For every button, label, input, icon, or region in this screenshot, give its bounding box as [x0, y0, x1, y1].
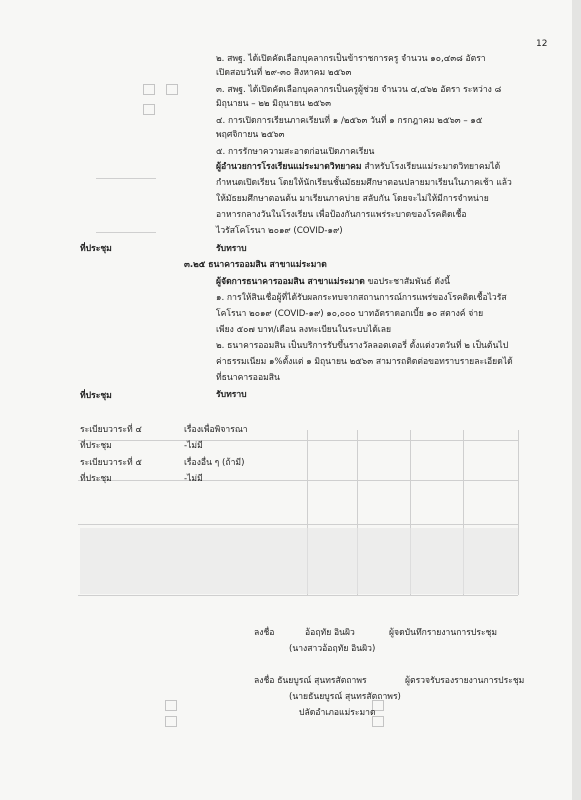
- ghost-checkbox: [166, 84, 178, 95]
- item-2-line-2: เปิดสอบวันที่ ๒๙-๓๐ สิงหาคม ๒๕๖๓: [216, 68, 352, 78]
- ghost-shade: [80, 528, 518, 594]
- director-line-2: กำหนดเปิดเรียน โดยให้นักเรียนชั้นมัธยมศึกษาตอนปลายมาเรียนในภาคเช้า แล้ว: [216, 178, 512, 188]
- agenda-4-topic: เรื่องเพื่อพิจารณา: [184, 425, 248, 435]
- item-4-line-2: พฤศจิกายน ๒๕๖๓: [216, 130, 285, 140]
- gsb-p1-line-1: ๑. การให้สินเชื่อผู้ที่ได้รับผลกระทบจากสถานการณ์การแพร่ของโรคติดเชื้อไวรัส: [216, 293, 507, 303]
- gsb-p1-line-3: เพียง ๕๐๗ บาท/เดือน ลงทะเบียนในระบบได้เลย: [216, 325, 392, 335]
- ghost-checkbox: [143, 84, 155, 95]
- agenda-5-result: -ไม่มี: [184, 474, 203, 484]
- item-3-line-1: ๓. สพฐ. ได้เปิดคัดเลือกบุคลากรเป็นครูผู้ช่วย จำนวน ๔,๔๖๒ อัตรา ระหว่าง ๘: [216, 85, 502, 95]
- agenda-4-meeting: ที่ประชุม: [80, 441, 112, 451]
- meeting-label: ที่ประชุม: [80, 244, 112, 254]
- page-edge-shadow: [572, 0, 581, 800]
- director-line-5: ไวรัสโคโรนา ๒๐๑๙ (COVID-๑๙): [216, 226, 343, 236]
- recorder-name: (นางสาวอ้อฤทัย อินผิว): [289, 644, 376, 654]
- ghost-checkbox: [165, 716, 177, 727]
- certifier-name: (นายธันยบูรณ์ สุนทรสัตถาพร): [289, 692, 401, 702]
- agenda-5-label: ระเบียบวาระที่ ๕: [80, 458, 142, 468]
- ghost-rule: [96, 232, 156, 233]
- ghost-rule: [78, 440, 518, 441]
- ghost-rule: [518, 430, 519, 595]
- agenda-4-result: -ไม่มี: [184, 441, 203, 451]
- gsb-heading-line: [216, 276, 450, 288]
- agenda-5-meeting: ที่ประชุม: [80, 474, 112, 484]
- gsb-p2-line-1: ๒. ธนาคารออมสิน เป็นบริการรับขึ้นรางวัลลอตเตอรี่ ตั้งแต่งวดวันที่ ๒ เป็นต้นไป: [216, 341, 509, 351]
- page-number: 12: [536, 39, 548, 49]
- director-line-3: ให้มัธยมศึกษาตอนต้น มาเรียนภาคบ่าย สลับกัน โดยจะไม่ให้มีการจำหน่าย: [216, 194, 489, 204]
- ghost-checkbox: [165, 700, 177, 711]
- gsb-p1-line-2: โคโรนา ๒๐๑๙ (COVID-๑๙) ๑๐,๐๐๐ บาทอัตราดอกเบี้ย ๑๐ สตางค์ จ่าย: [216, 309, 484, 319]
- meeting-label: ที่ประชุม: [80, 391, 112, 401]
- ghost-rule: [96, 178, 156, 179]
- certifier-position: ปลัดอำเภอแม่ระมาด: [299, 708, 376, 718]
- director-line-4: อาหารกลางวันในโรงเรียน เพื่อป้องกันการแพร่ระบาดของโรคติดเชื้อ: [216, 210, 467, 220]
- section-title-gsb: ๓.๒๕ ธนาคารออมสิน สาขาแม่ระมาด: [184, 260, 327, 270]
- director-heading: ผู้อำนวยการโรงเรียนแม่ระมาดวิทยาคม: [216, 162, 362, 172]
- director-line-1-rest: สำหรับโรงเรียนแม่ระมาดวิทยาคมได้: [364, 162, 501, 172]
- acknowledged-label: รับทราบ: [216, 244, 247, 254]
- agenda-4-label: ระเบียบวาระที่ ๔: [80, 425, 142, 435]
- item-5-line-1: ๕. การรักษาความสะอาดก่อนเปิดภาคเรียน: [216, 147, 375, 157]
- item-3-line-2: มิถุนายน – ๒๒ มิถุนายน ๒๕๖๓: [216, 99, 332, 109]
- agenda-5-topic: เรื่องอื่น ๆ (ถ้ามี): [184, 458, 245, 468]
- ghost-checkbox: [143, 104, 155, 115]
- gsb-p2-line-3: ที่ธนาคารออมสิน: [216, 373, 280, 383]
- item-2-line-1: ๒. สพฐ. ได้เปิดคัดเลือกบุคลากรเป็นข้าราชการครู จำนวน ๑๐,๔๓๘ อัตรา: [216, 54, 486, 64]
- gsb-p2-line-2: ค่าธรรมเนียม ๑%ตั้งแต่ ๑ มิถุนายน ๒๕๖๓ สามารถติดต่อขอทราบรายละเอียดได้: [216, 357, 513, 367]
- certifier-sign-line: ลงชื่อ ธันยบูรณ์ สุนทรสัตถาพร: [254, 676, 367, 686]
- gsb-heading: ผู้จัดการธนาคารออมสิน สาขาแม่ระมาด: [216, 277, 365, 287]
- item-4-line-1: ๔. การเปิดการเรียนภาคเรียนที่ ๑ /๒๕๖๓ วันที่ ๑ กรกฎาคม ๒๕๖๓ – ๑๕: [216, 116, 483, 126]
- director-line-1: [216, 161, 500, 173]
- recorder-sign-prefix: ลงชื่อ: [254, 628, 275, 638]
- ghost-rule: [78, 524, 518, 525]
- ghost-rule: [78, 480, 518, 481]
- ghost-rule: [78, 595, 518, 596]
- recorder-signature: อ้อฤทัย อินผิว: [305, 628, 355, 638]
- certifier-role: ผู้ตรวจรับรองรายงานการประชุม: [405, 676, 525, 686]
- acknowledged-label: รับทราบ: [216, 390, 247, 400]
- gsb-heading-rest: ขอประชาสัมพันธ์ ดังนี้: [367, 277, 451, 287]
- recorder-role: ผู้จดบันทึกรายงานการประชุม: [389, 628, 498, 638]
